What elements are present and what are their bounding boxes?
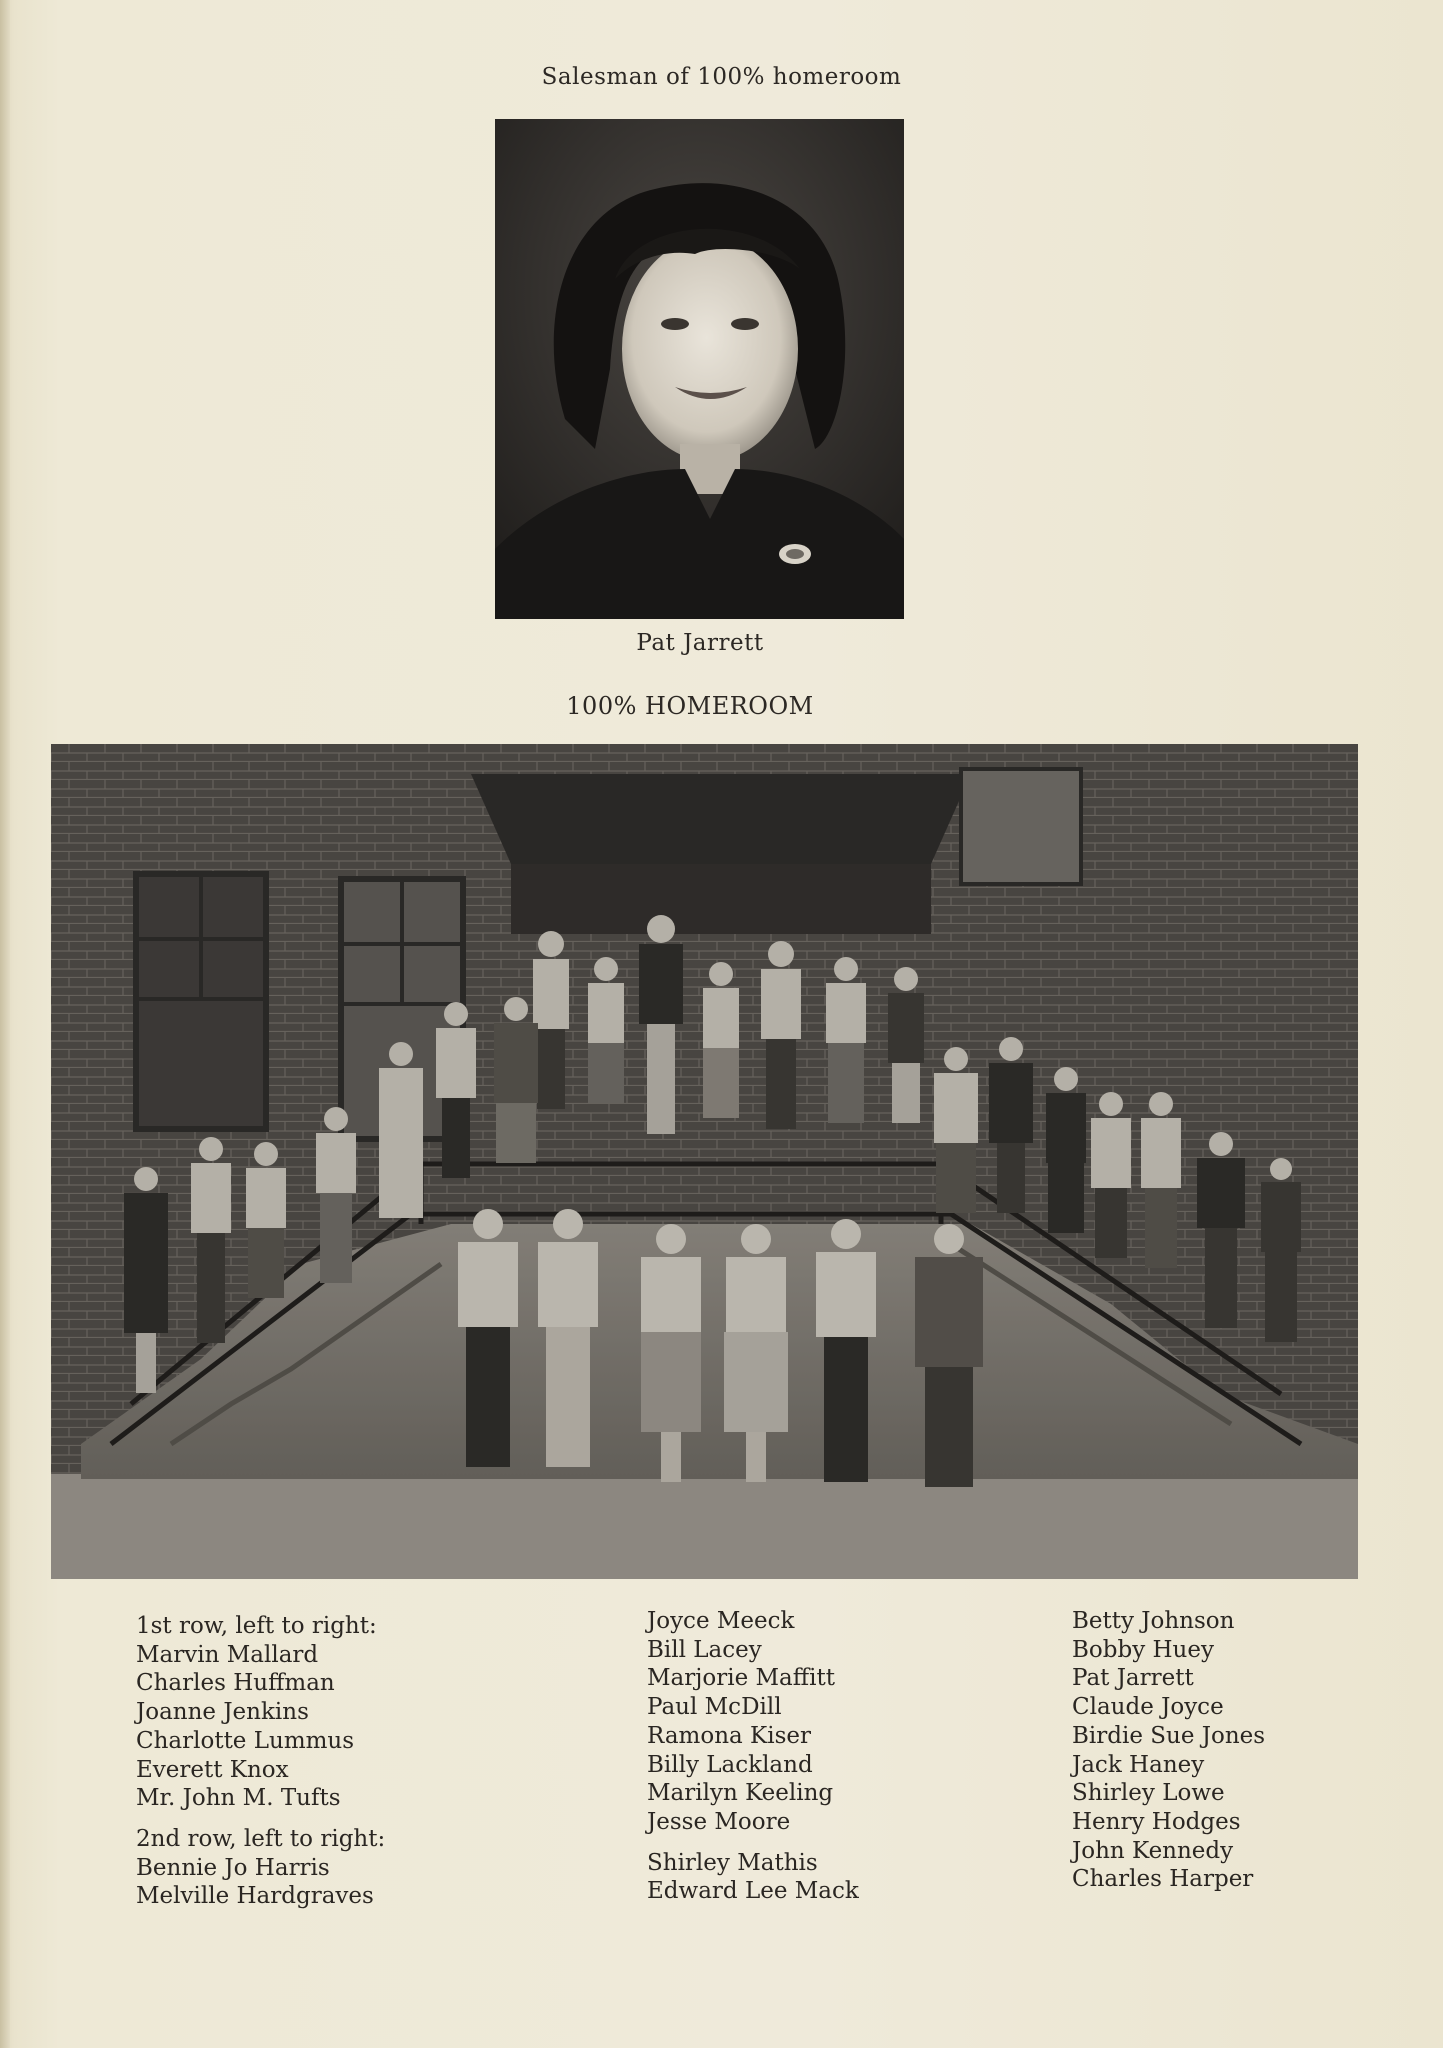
name-item: Charles Harper: [1072, 1866, 1254, 1893]
name-item: Marvin Mallard: [136, 1641, 319, 1668]
name-item: John Kennedy: [1072, 1837, 1234, 1864]
name-item: Bobby Huey: [1072, 1636, 1214, 1663]
names-column-2: [647, 1607, 859, 1906]
portrait-name: Pat Jarrett: [636, 630, 764, 656]
name-item: Ramona Kiser: [647, 1722, 811, 1749]
names-column-3: [1072, 1607, 1265, 1894]
name-item: Birdie Sue Jones: [1072, 1722, 1266, 1749]
homeroom-caption: 100% HOMEROOM: [566, 692, 814, 720]
name-item: Charles Huffman: [136, 1670, 335, 1697]
name-item: Shirley Mathis: [647, 1849, 818, 1876]
name-item: Marilyn Keeling: [647, 1780, 834, 1807]
name-item: Claude Joyce: [1072, 1694, 1224, 1721]
name-item: Marjorie Maffitt: [647, 1665, 835, 1692]
name-item: Bill Lacey: [647, 1636, 762, 1663]
name-item: Charlotte Lummus: [136, 1727, 355, 1754]
name-item: Melville Hardgraves: [136, 1883, 374, 1910]
name-item: Mr. John M. Tufts: [136, 1785, 341, 1812]
name-item: Jesse Moore: [647, 1808, 791, 1835]
names-column-1: [136, 1612, 385, 1911]
name-item: Edward Lee Mack: [647, 1878, 859, 1905]
name-item: Paul McDill: [647, 1694, 782, 1721]
name-item: Henry Hodges: [1072, 1808, 1241, 1835]
page-binding-edge: [0, 0, 10, 2048]
name-item: Billy Lackland: [647, 1751, 813, 1778]
name-item: Bennie Jo Harris: [136, 1854, 330, 1881]
name-item: Betty Johnson: [1072, 1608, 1235, 1634]
list-spacer: [136, 1813, 385, 1825]
row1-heading: 1st row, left to right:: [136, 1613, 377, 1639]
group-photo: [51, 744, 1358, 1579]
name-item: Pat Jarrett: [1072, 1665, 1194, 1692]
row2-heading: 2nd row, left to right:: [136, 1825, 386, 1852]
name-item: Joanne Jenkins: [136, 1699, 309, 1726]
name-item: Jack Haney: [1072, 1751, 1205, 1778]
name-item: Everett Knox: [136, 1756, 289, 1783]
name-item: Joyce Meeck: [647, 1608, 795, 1634]
portrait-photo: [495, 119, 904, 619]
name-item: Shirley Lowe: [1072, 1780, 1225, 1807]
list-spacer: [647, 1837, 859, 1849]
salesman-caption: Salesman of 100% homeroom: [541, 64, 902, 90]
